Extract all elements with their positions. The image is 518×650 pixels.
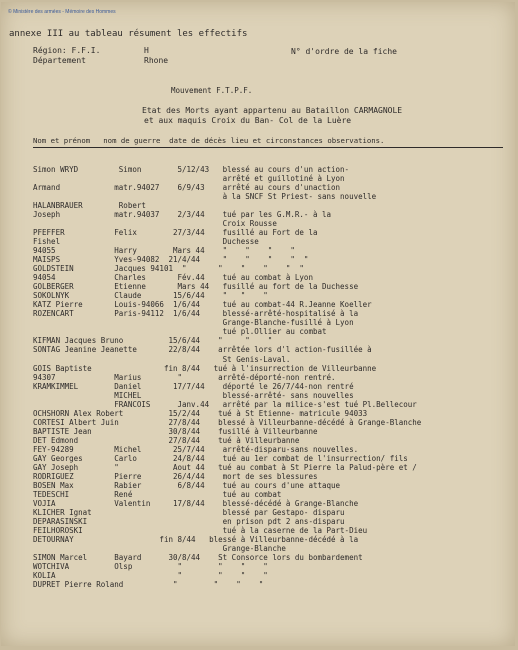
record-line: 94307 Marius " arrêté-déporté-non rentré. <box>33 372 336 382</box>
record-line: Fishel Duchesse <box>33 237 259 247</box>
record-line: DETOURNAY fin 8/44 blessé à Villeurbanne-décédé à la <box>33 534 359 544</box>
document-page <box>1 2 515 646</box>
record-line: SOKOLNYK Claude 15/6/44 " " " <box>33 291 268 301</box>
record-line: GOLDSTEIN Jacques 94101 " " " " " " <box>33 264 304 274</box>
record-line: FEY-94289 Michel 25/7/44 arrêté-disparu-sans nouvelles. <box>33 444 359 454</box>
record-line: MAISPS Yves-94082 21/4/44 " " " " " <box>33 255 309 265</box>
record-line: KRAMKIMMEL Daniel 17/7/44 déporté le 26/7/44-non rentré <box>33 381 354 391</box>
record-line: KIFMAN Jacques Bruno 15/6/44 " " " <box>33 336 273 346</box>
record-line: RODRIGUEZ Pierre 26/4/44 mort de ses blessures <box>33 471 318 481</box>
mouvement-title: Mouvement F.T.P.F. <box>171 86 253 95</box>
record-line: KATZ Pierre Louis-94066 1/6/44 tué au combat-44 R.Jeanne Koeller <box>33 300 372 310</box>
record-line: Simon WRYD Simon 5/12/43 blessé au cours d'un action- <box>33 165 350 174</box>
departement-label: Département <box>33 56 86 65</box>
region-label: Région: F.F.I. <box>33 46 101 55</box>
record-line: KOLIA " " " " <box>33 571 268 581</box>
record-line: CORTESI Albert Juin 27/8/44 blessé à Villeurbanne-décédé à Grange-Blanche <box>33 417 422 427</box>
record-line: Armand matr.94027 6/9/43 arrêté au cours d'unaction <box>33 183 341 193</box>
record-line: KLICHER Ignat blessé par Gestapo- disparu <box>33 507 345 517</box>
region-value: H <box>144 46 149 55</box>
record-line: OCHSHORN Alex Robert 15/2/44 tué à St Etienne- matricule 94033 <box>33 408 368 418</box>
record-line: FEILHOROSKI tué à la caserne de la Part-Dieu <box>33 525 368 535</box>
columns-header: Nom et prénom nom de guerre date de décès lieu et circonstances observations. <box>33 136 385 145</box>
record-line: GAY Georges Carlo 24/8/44 tué au 1er combat de l'insurrection/ fils <box>33 453 408 463</box>
record-line: WOTCHIVA Olsp " " " " <box>33 562 268 572</box>
record-line: SIMON Marcel Bayard 30/8/44 St Consorce lors du bombardement <box>33 553 363 563</box>
record-line: Grange-Blanche-fusillé à Lyon <box>33 318 354 328</box>
record-line: MICHEL blessé-arrêté- sans nouvelles <box>33 390 354 400</box>
record-line: Croix Rousse <box>33 219 277 229</box>
title-line-2: et aux maquis Croix du Ban- Col de la Luère <box>144 116 352 125</box>
record-line: DET Edmond 27/8/44 tué à Villeurbanne <box>33 435 300 445</box>
record-line: DUPRET Pierre Roland " " " " <box>33 580 264 590</box>
record-line: PFEFFER Felix 27/3/44 fusillé au Fort de la <box>33 228 318 238</box>
ordre-label: N° d'ordre de la fiche <box>291 47 397 56</box>
record-line: BAPTISTE Jean 30/8/44 fusillé à Villeurbanne <box>33 426 318 436</box>
record-line: GOIS Baptiste fin 8/44 tué à l'insurrection de Villeurbanne <box>33 363 377 373</box>
record-line: 94055 Harry Mars 44 " " " " <box>33 246 295 256</box>
record-line: TEDESCHI René tué au combat <box>33 489 282 499</box>
record-line: GOLBERGER Etienne Mars 44 fusillé au fort de la Duchesse <box>33 282 359 292</box>
record-line: HALANBRAUER Robert <box>33 201 146 211</box>
record-line: Grange-Blanche <box>33 544 286 553</box>
record-line: BOSEN Max Rabier 6/8/44 tué au cours d'une attaque <box>33 480 341 490</box>
title-line-1: Etat des Morts ayant appartenu au Bataillon CARMAGNOLE <box>142 106 403 115</box>
record-line: tué pl.Ollier au combat <box>33 327 327 337</box>
record-line: DEPARASINSKI en prison pdt 2 ans-disparu <box>33 516 345 526</box>
record-line: FRANCOIS Janv.44 arrêté par la milice-s'est tué Pl.Bellecour <box>33 399 417 409</box>
record-line: Joseph matr.94037 2/3/44 tué par les G.M.R.- à la <box>33 210 332 220</box>
annexe-line: annexe III au tableau résument les effectifs <box>9 29 248 39</box>
record-line: GAY Joseph " Aout 44 tué au combat à St Pierre la Palud-père et / <box>33 462 417 472</box>
watermark: © Ministère des armées - Mémoire des Hommes <box>8 9 116 15</box>
record-line: arrêté et guillotiné à Lyon <box>33 174 345 184</box>
departement-value: Rhone <box>144 56 169 65</box>
record-line: à la SNCF St Priest- sans nouvelle <box>33 192 377 202</box>
record-line: St Genis-Laval. <box>33 354 291 364</box>
header-rule <box>33 147 503 148</box>
record-line: VOJIA Valentin 17/8/44 blessé-décédé à Grange-Blanche <box>33 498 359 508</box>
record-line: SONTAG Jeanine Jeanette 22/8/44 arrêtée lors d'l action-fusillée à <box>33 345 372 355</box>
record-line: ROZENCART Paris-94112 1/6/44 blessé-arrêté-hospitalisé à la <box>33 309 359 319</box>
record-line: 94054 Charles Fév.44 tué au combat à Lyon <box>33 273 313 283</box>
